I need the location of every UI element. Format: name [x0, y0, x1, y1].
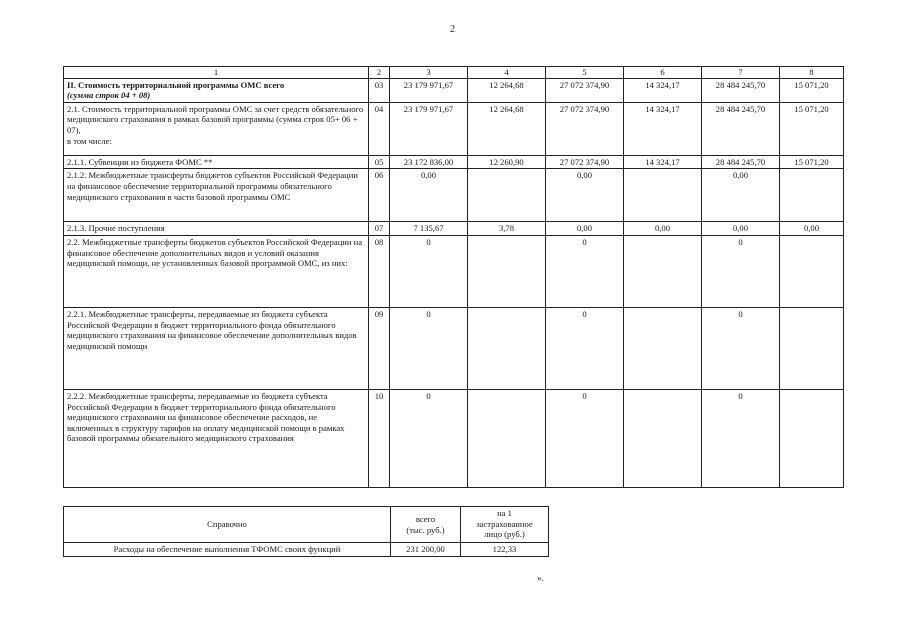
cell-value: 0: [546, 307, 624, 389]
row-label: 2.1.3. Прочие поступления: [64, 222, 369, 236]
cell-value: 15 071,20: [780, 102, 844, 155]
cell-value: 14 324,17: [624, 78, 702, 102]
reference-header-row: [64, 507, 549, 543]
cell-value: 27 072 374,90: [546, 102, 624, 155]
reference-row: [64, 543, 549, 557]
column-number: 7: [702, 67, 780, 79]
cell-value: [468, 389, 546, 487]
row-code: 03: [369, 78, 390, 102]
row-code: 06: [369, 169, 390, 222]
column-number: 8: [780, 67, 844, 79]
cell-value: 7 135,67: [390, 222, 468, 236]
reference-col-per-person: на 1 застрахованное лицо (руб.): [461, 507, 549, 543]
table-row: [64, 155, 844, 169]
row-code: 07: [369, 222, 390, 236]
reference-row-total: 231 200,00: [391, 543, 461, 557]
cell-value: 0: [702, 307, 780, 389]
cell-value: 0: [390, 307, 468, 389]
cell-value: 0: [702, 235, 780, 307]
cost-table: [63, 66, 844, 488]
cell-value: 23 179 971,67: [390, 102, 468, 155]
table-row: [64, 222, 844, 236]
cell-value: 0: [546, 389, 624, 487]
cell-value: [780, 307, 844, 389]
table-row: [64, 389, 844, 487]
table-row: [64, 102, 844, 155]
column-number: 2: [369, 67, 390, 79]
row-label: 2.1.2. Межбюджетные трансферты бюджетов субъектов Российской Федерации на финансовое обеспечение территориальной программы обязательного медицинского страхования в части базовой программы ОМС: [64, 169, 369, 222]
table-row: [64, 169, 844, 222]
column-number: 6: [624, 67, 702, 79]
cell-value: 14 324,17: [624, 155, 702, 169]
cell-value: [468, 307, 546, 389]
cell-value: 0: [390, 235, 468, 307]
cell-value: 23 172 836,00: [390, 155, 468, 169]
cell-value: 15 071,20: [780, 155, 844, 169]
cell-value: [624, 307, 702, 389]
row-label: II. Стоимость территориальной программы ОМС всего (сумма строк 04 + 08): [64, 78, 369, 102]
cell-value: 12 264,68: [468, 78, 546, 102]
cell-value: [624, 235, 702, 307]
reference-col-total: всего (тыс. руб.): [391, 507, 461, 543]
cell-value: 28 484 245,70: [702, 155, 780, 169]
row-label: 2.1. Стоимость территориальной программы ОМС за счет средств обязательного медицинского страхования в рамках базовой программы (сумма строк 05+ 06 + 07), в том числе:: [64, 102, 369, 155]
page-number: 2: [450, 24, 455, 35]
cell-value: [468, 169, 546, 222]
cell-value: [780, 235, 844, 307]
row-code: 05: [369, 155, 390, 169]
cell-value: 0,00: [780, 222, 844, 236]
cell-value: 28 484 245,70: [702, 102, 780, 155]
cell-value: 0,00: [624, 222, 702, 236]
cell-value: 0,00: [546, 169, 624, 222]
reference-title: Справочно: [64, 507, 391, 543]
reference-row-per-person: 122,33: [461, 543, 549, 557]
row-code: 08: [369, 235, 390, 307]
table-row: [64, 235, 844, 307]
row-code: 10: [369, 389, 390, 487]
cell-value: 12 260,90: [468, 155, 546, 169]
cell-value: [780, 169, 844, 222]
cell-value: 0,00: [702, 222, 780, 236]
row-code: 04: [369, 102, 390, 155]
cell-value: 0: [702, 389, 780, 487]
cell-value: 27 072 374,90: [546, 78, 624, 102]
row-label: 2.2.1. Межбюджетные трансферты, передаваемые из бюджета субъекта Российской Федерации в бюджет территориального фонда обязательного медицинского страхования на финансовое обеспечение дополнительных видов медицинской помощи: [64, 307, 369, 389]
column-number: 5: [546, 67, 624, 79]
cell-value: 12 264,68: [468, 102, 546, 155]
column-number-row: [64, 67, 844, 79]
column-number: 4: [468, 67, 546, 79]
cell-value: 14 324,17: [624, 102, 702, 155]
cell-value: 0: [390, 389, 468, 487]
row-label: 2.2. Межбюджетные трансферты бюджетов субъектов Российской Федерации на финансовое обеспечение дополнительных видов и условий оказания медицинской помощи, не установленных базовой программой ОМС, из них:: [64, 235, 369, 307]
cell-value: [624, 389, 702, 487]
table-row: [64, 78, 844, 102]
reference-row-label: Расходы на обеспечение выполнения ТФОМС своих функций: [64, 543, 391, 557]
cell-value: 27 072 374,90: [546, 155, 624, 169]
column-number: 1: [64, 67, 369, 79]
cell-value: 0,00: [390, 169, 468, 222]
cell-value: 0: [546, 235, 624, 307]
reference-table: [63, 506, 549, 557]
cell-value: [468, 235, 546, 307]
cell-value: 23 179 971,67: [390, 78, 468, 102]
cell-value: 0,00: [546, 222, 624, 236]
cell-value: [780, 389, 844, 487]
cell-value: 0,00: [702, 169, 780, 222]
cell-value: 28 484 245,70: [702, 78, 780, 102]
row-label: 2.1.1. Субвенции из бюджета ФОМС **: [64, 155, 369, 169]
cell-value: 3,78: [468, 222, 546, 236]
closing-quote: ».: [537, 573, 544, 583]
table-row: [64, 307, 844, 389]
cell-value: 15 071,20: [780, 78, 844, 102]
row-label: 2.2.2. Межбюджетные трансферты, передаваемые из бюджета субъекта Российской Федерации в бюджет территориального фонда обязательного медицинского страхования на финансовое обеспечение расходов, не включенных в структуру тарифов на оплату медицинской помощи в рамках базовой программы обязательного медицинского страхования: [64, 389, 369, 487]
row-code: 09: [369, 307, 390, 389]
column-number: 3: [390, 67, 468, 79]
cell-value: [624, 169, 702, 222]
